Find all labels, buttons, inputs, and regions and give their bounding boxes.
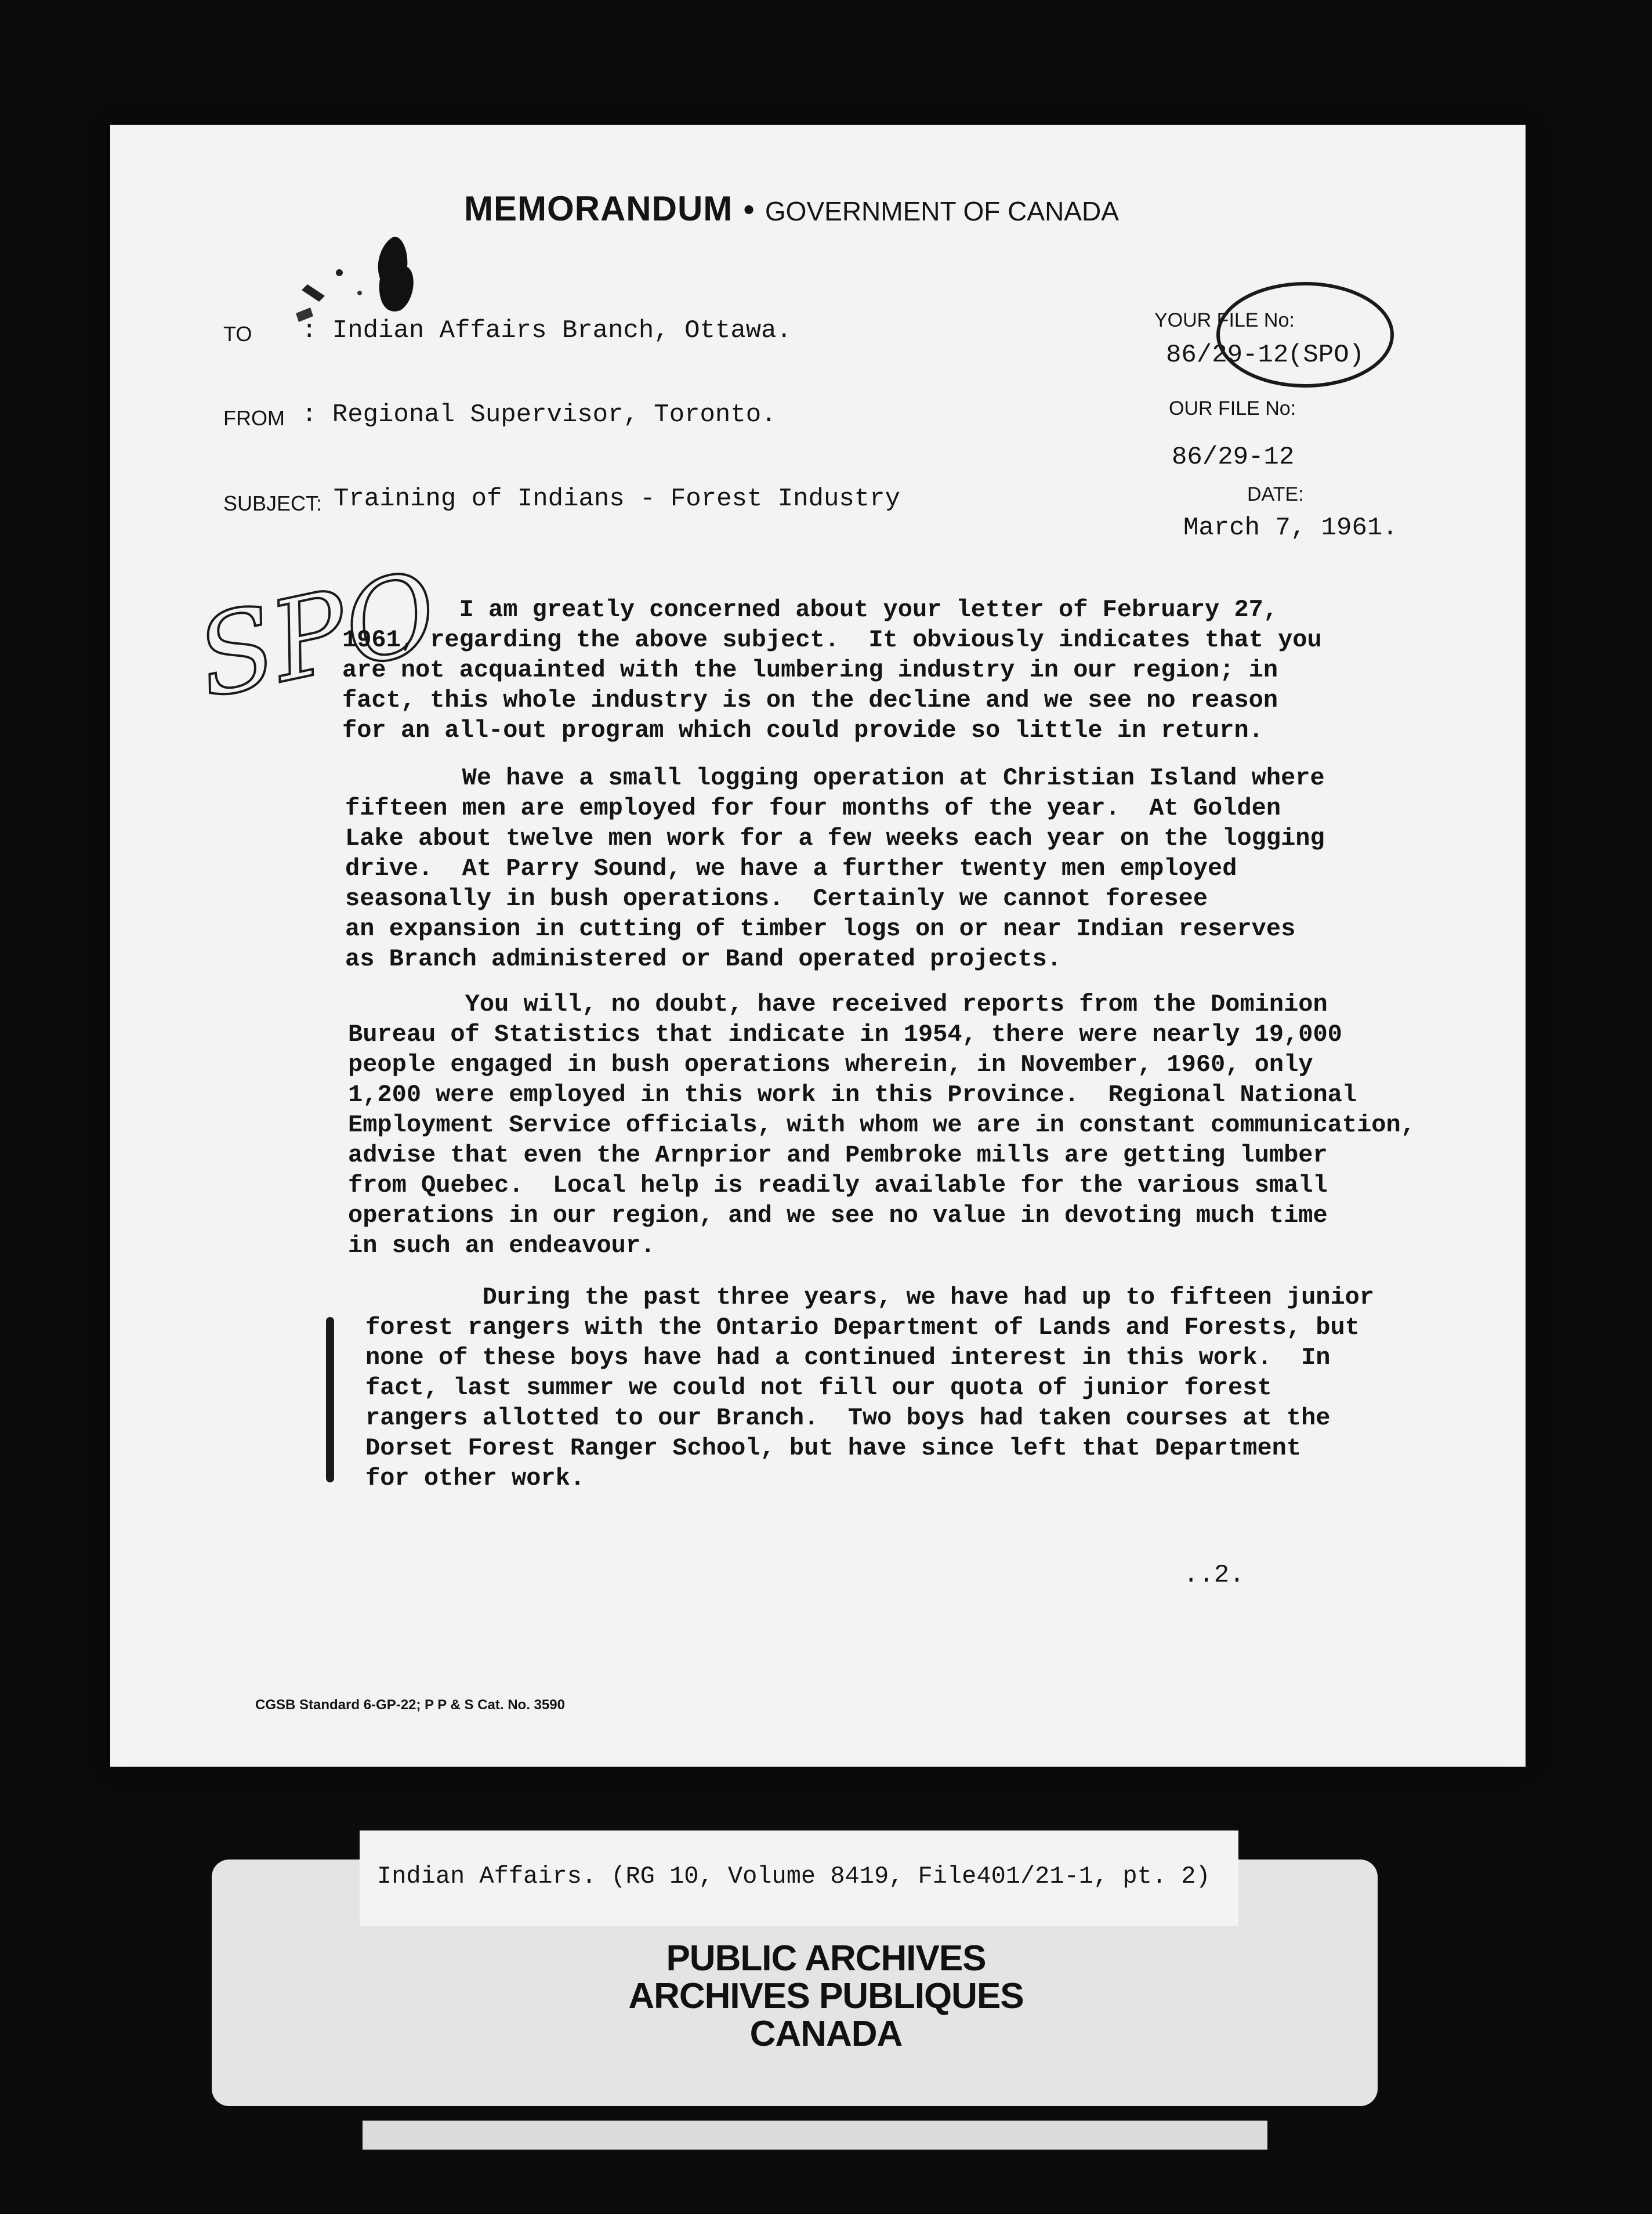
your-file-label: YOUR FILE No: [1154, 309, 1295, 331]
page-continuation: ..2. [1183, 1561, 1245, 1590]
header-separator: • [743, 191, 755, 227]
paragraph-4: During the past three years, we have had up to fifteen junior forest rangers with the Ontario Department of Lands and Forests, but none of these boys have had a continued interest in this work. In fact, last summer we could not fill our quota of junior forest rangers allotted to our Branch. Two boys had taken courses at the Dorset Forest Ranger School, but have since left that Department for other work. [365, 1283, 1375, 1492]
your-file-suffix: (SPO) [1288, 341, 1365, 370]
archive-stamp-line1: PUBLIC ARCHIVES [666, 1938, 986, 1978]
your-file-value: 86/29-12 [1166, 341, 1289, 370]
from-label: FROM [223, 406, 285, 430]
paragraph-1: I am greatly concerned about your letter of February 27, 1961, regarding the above subject. It obviously indicates that you are not acquainted with the lumbering industry in our region; in fact, this whole industry is on the decline and we see no reason for an all-out program which could provide so little in return. [342, 596, 1322, 744]
date-value: March 7, 1961. [1183, 513, 1398, 542]
to-value: : Indian Affairs Branch, Ottawa. [302, 316, 792, 345]
memo-page [110, 125, 1526, 1767]
archive-stamp-line2: ARCHIVES PUBLIQUES [628, 1976, 1024, 2016]
handwritten-spo: SPO [186, 547, 448, 723]
archive-reference: Indian Affairs. (RG 10, Volume 8419, File401/21-1, pt. 2) [377, 1862, 1211, 1890]
our-file-label: OUR FILE No: [1169, 397, 1296, 419]
subject-value: Training of Indians - Forest Industry [334, 484, 900, 513]
margin-bracket-mark [326, 1317, 334, 1482]
date-label: DATE: [1247, 483, 1304, 505]
paragraph-2: We have a small logging operation at Christian Island where fifteen men are employed for four months of the year. At Golden Lake about twelve men work for a few weeks each year on the logging drive. At Parry Sound, we have a further twenty men employed seasonally in bush operations. Certainly we cannot foresee an expansion in cutting of timber logs on or near Indian reserves as Branch administered or Band operated projects. [345, 764, 1325, 973]
circled-file-mark [1212, 277, 1404, 393]
to-label: TO [223, 322, 252, 346]
bottom-strip [363, 2121, 1267, 2150]
our-file-value: 86/29-12 [1172, 443, 1295, 472]
from-value: : Regional Supervisor, Toronto. [302, 400, 777, 429]
archive-stamp-line3: CANADA [749, 2014, 903, 2054]
memo-subtitle: GOVERNMENT OF CANADA [765, 196, 1119, 226]
memo-title: MEMORANDUM [464, 189, 733, 228]
paragraph-3: You will, no doubt, have received reports from the Dominion Bureau of Statistics that indicate in 1954, there were nearly 19,000 people engaged in bush operations wherein, in November, 1960, only 1,200 were employed in this work in this Province. Regional National Employment Service officials, with whom we are in constant communication, advise that even the Arnprior and Pembroke mills are getting lumber from Quebec. Local help is readily available for the various small operations in our region, and we see no value in devoting much time in such an endeavour. [348, 990, 1415, 1260]
catalog-footer: CGSB Standard 6-GP-22; P P & S Cat. No. 3590 [255, 1697, 565, 1713]
subject-label: SUBJECT: [223, 491, 323, 515]
memo-header [464, 189, 1119, 229]
